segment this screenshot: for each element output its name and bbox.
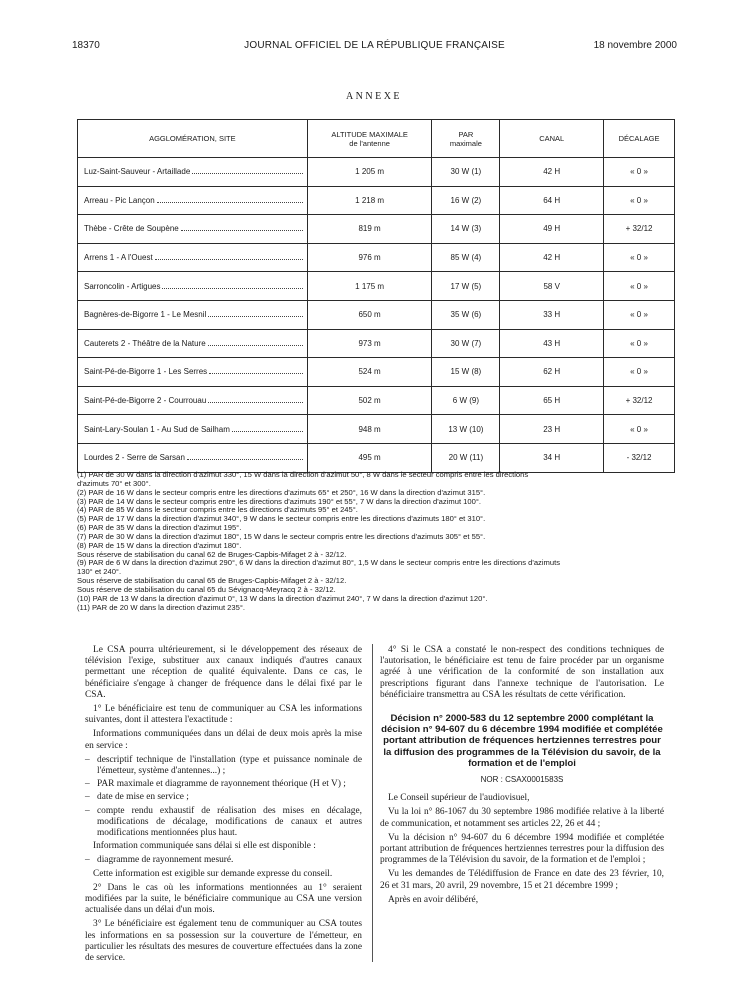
list-item-text: descriptif technique de l'installation (type et puissance nominale de l'émetteur, système d'antennes...) ;: [97, 754, 362, 777]
table-header-row: [78, 120, 675, 158]
footnote-line: (3) PAR de 14 W dans le secteur compris entre les directions d'azimuts 190° et 55°, 7 W dans la direction d'azimut 100°.: [77, 496, 481, 506]
column-header-decalage: DÉCALAGE: [604, 120, 675, 158]
cell-altitude: 495 m: [307, 443, 432, 472]
cell-altitude: 1 218 m: [307, 186, 432, 215]
list-item: [85, 855, 362, 866]
cell-altitude: 1 175 m: [307, 272, 432, 301]
cell-par: 17 W (5): [432, 272, 500, 301]
paragraph: Vu les demandes de Télédiffusion de France en date des 23 février, 10, 26 et 31 mars, 20 avril, 29 novembre, 15 et 21 décembre 1999 ;: [380, 869, 664, 891]
cell-par: 6 W (9): [432, 386, 500, 415]
cell-decalage: - 32/12: [604, 443, 675, 472]
dot-leader: [208, 344, 303, 346]
cell-canal: 64 H: [500, 186, 604, 215]
footnote-line: Sous réserve de stabilisation du canal 65 de Bruges-Capbis-Mifaget 2 à - 32/12.: [77, 576, 347, 586]
table-row: [78, 300, 675, 329]
list-item-text: PAR maximale et diagramme de rayonnement théorique (H et V) ;: [97, 779, 346, 790]
footnote-line: Sous réserve de stabilisation du canal 65 du Sévignacq-Meyracq 2 à - 32/12.: [77, 584, 336, 594]
dash-bullet: –: [85, 754, 90, 765]
page-header: [72, 40, 677, 54]
list-item: [85, 806, 362, 840]
decision-title: Décision n° 2000-583 du 12 septembre 2000 complétant la décision n° 94-607 du 6 décembre 1994 modifiée et complétée portant attribution de fréquences hertziennes terrestres pour la diffusion des programmes de la Télévision du savoir, de la formation et de l'emploi: [381, 713, 663, 769]
footnote-line: (9) PAR de 6 W dans la direction d'azimut 290°, 6 W dans la direction d'azimut 80°, 1,5 W dans le secteur compris entre les directions d'azimuts: [77, 558, 560, 568]
footnote-line: (2) PAR de 16 W dans le secteur compris entre les directions d'azimuts 65° et 250°, 16 W dans la direction d'azimut 315°.: [77, 487, 486, 497]
footnote-line: (8) PAR de 15 W dans la direction d'azimut 180°.: [77, 540, 242, 550]
footnote-line: (6) PAR de 35 W dans la direction d'azimut 195°.: [77, 523, 242, 533]
table-row: [78, 243, 675, 272]
site-name: Saint-Lary-Soulan 1 - Au Sud de Sailham: [84, 424, 230, 434]
cell-decalage: « 0 »: [604, 158, 675, 187]
altitude-header-line2: de l'antenne: [349, 138, 390, 148]
column-header-altitude: [307, 120, 432, 158]
dash-bullet: –: [85, 779, 90, 790]
cell-decalage: « 0 »: [604, 243, 675, 272]
left-text-column: [85, 645, 362, 967]
dash-bullet: –: [85, 805, 90, 816]
dot-leader: [208, 315, 302, 317]
cell-altitude: 819 m: [307, 215, 432, 244]
cell-canal: 58 V: [500, 272, 604, 301]
dash-bullet: –: [85, 855, 90, 866]
site-name: Cauterets 2 - Théâtre de la Nature: [84, 338, 206, 348]
cell-canal: 42 H: [500, 158, 604, 187]
cell-site: [78, 158, 308, 187]
cell-canal: 65 H: [500, 386, 604, 415]
cell-par: 30 W (1): [432, 158, 500, 187]
paragraph: Le CSA pourra ultérieurement, si le développement des réseaux de télévision l'exige, substituer aux canaux indiqués d'autres canaux permettant une réception de qualité équivalente. Dans ce cas, le bénéficiaire s'engage à changer de fréquence dans le délai fixé par le CSA.: [85, 645, 362, 700]
dot-leader: [192, 172, 302, 174]
cell-altitude: 524 m: [307, 358, 432, 387]
column-divider: [372, 644, 373, 962]
table-footnotes: [77, 471, 677, 613]
footnote-line: (5) PAR de 17 W dans la direction d'azimut 340°, 9 W dans le secteur compris entre les directions d'azimuts 180° et 310°.: [77, 514, 486, 524]
dot-leader: [155, 258, 303, 260]
paragraph: 1° Le bénéficiaire est tenu de communiquer au CSA les informations suivantes, dont il attestera l'exactitude :: [85, 704, 362, 726]
paragraph: Vu la loi n° 86-1067 du 30 septembre 1986 modifiée relative à la liberté de communication, et notamment ses articles 22, 26 et 44 ;: [380, 807, 664, 829]
cell-canal: 34 H: [500, 443, 604, 472]
cell-decalage: « 0 »: [604, 415, 675, 444]
cell-site: [78, 186, 308, 215]
par-header-line1: PAR: [458, 129, 474, 139]
publication-date: 18 novembre 2000: [593, 40, 677, 51]
list-item: [85, 779, 362, 790]
footnote-line: (10) PAR de 13 W dans la direction d'azimut 0°, 13 W dans la direction d'azimut 240°, 7 W dans la direction d'azimut 120°.: [77, 593, 488, 603]
cell-par: 30 W (7): [432, 329, 500, 358]
site-name: Saint-Pé-de-Bigorre 1 - Les Serres: [84, 367, 208, 377]
footnote-line: d'azimuts 70° et 300°.: [77, 478, 151, 488]
column-header-site: AGGLOMÉRATION, SITE: [78, 120, 308, 158]
cell-altitude: 1 205 m: [307, 158, 432, 187]
information-list: [85, 855, 362, 866]
cell-altitude: 973 m: [307, 329, 432, 358]
site-name: Luz-Saint-Sauveur - Artaillade: [84, 167, 191, 177]
paragraph: 3° Le bénéficiaire est également tenu de communiquer au CSA toutes les informations en sa possession sur la couverture de l'émetteur, en particulier les résultats des mesures de couverture effectuées dans la zone de service.: [85, 919, 362, 964]
paragraph: 2° Dans le cas où les informations mentionnées au 1° seraient modifiées par la suite, le bénéficiaire communique au CSA une version actualisée dans un délai d'un mois.: [85, 882, 362, 916]
table-row: [78, 215, 675, 244]
cell-decalage: « 0 »: [604, 329, 675, 358]
column-header-canal: CANAL: [500, 120, 604, 158]
table-row: [78, 415, 675, 444]
site-name: Saint-Pé-de-Bigorre 2 - Courrouau: [84, 396, 207, 406]
list-item: [85, 792, 362, 803]
dot-leader: [181, 229, 303, 231]
cell-site: [78, 243, 308, 272]
site-name: Thèbe - Crête de Soupène: [84, 224, 179, 234]
cell-site: [78, 215, 308, 244]
paragraph: Informations communiquées dans un délai de deux mois après la mise en service :: [85, 729, 362, 751]
cell-altitude: 650 m: [307, 300, 432, 329]
table-row: [78, 358, 675, 387]
site-name: Sarroncolin - Artigues: [84, 281, 161, 291]
list-item: [85, 755, 362, 777]
cell-par: 16 W (2): [432, 186, 500, 215]
footnote-line: Sous réserve de stabilisation du canal 62 de Bruges-Capbis-Mifaget 2 à - 32/12.: [77, 549, 347, 559]
table-row: [78, 158, 675, 187]
cell-canal: 33 H: [500, 300, 604, 329]
site-name: Arrens 1 - A l'Ouest: [84, 253, 153, 263]
list-item-text: compte rendu exhaustif de réalisation des mises en décalage, modifications de décalage, modifications de canaux et autres modifications mentionnées plus haut.: [97, 805, 362, 839]
site-name: Arreau - Pic Lançon: [84, 195, 155, 205]
cell-altitude: 502 m: [307, 386, 432, 415]
dot-leader: [157, 201, 303, 203]
footnote-line: (11) PAR de 20 W dans la direction d'azimut 235°.: [77, 602, 245, 612]
cell-site: [78, 272, 308, 301]
cell-decalage: « 0 »: [604, 272, 675, 301]
cell-canal: 43 H: [500, 329, 604, 358]
paragraph: 4° Si le CSA a constaté le non-respect des conditions techniques de l'autorisation, le bénéficiaire est tenu de faire procéder par un organisme agréé à une vérification de la conformité de son installation aux prescriptions figurant dans l'annexe technique de l'autorisation. Le bénéficiaire transmettra au CSA les résultats de cette vérification.: [380, 645, 664, 700]
dot-leader: [208, 401, 302, 403]
site-name: Bagnères-de-Bigorre 1 - Le Mesnil: [84, 310, 207, 320]
column-header-par: [432, 120, 500, 158]
table-row: [78, 386, 675, 415]
cell-canal: 42 H: [500, 243, 604, 272]
footnote-line: 130° et 240°.: [77, 567, 122, 577]
cell-par: 15 W (8): [432, 358, 500, 387]
cell-par: 13 W (10): [432, 415, 500, 444]
footnote-line: (4) PAR de 85 W dans le secteur compris entre les directions d'azimuts 95° et 245°.: [77, 505, 358, 515]
list-item-text: diagramme de rayonnement mesuré.: [97, 855, 234, 866]
cell-par: 35 W (6): [432, 300, 500, 329]
right-text-column: [380, 645, 664, 909]
paragraph: Après en avoir délibéré,: [388, 894, 479, 905]
footnote-line: (7) PAR de 30 W dans la direction d'azimut 180°, 15 W dans le secteur compris entre les directions d'azimuts 305° et 55°.: [77, 531, 486, 541]
page-number: 18370: [72, 40, 100, 51]
par-header-line2: maximale: [449, 138, 482, 148]
cell-altitude: 948 m: [307, 415, 432, 444]
cell-site: [78, 300, 308, 329]
cell-site: [78, 329, 308, 358]
dot-leader: [209, 372, 303, 374]
table-row: [78, 186, 675, 215]
table-row: [78, 272, 675, 301]
cell-site: [78, 358, 308, 387]
nor-reference: NOR : CSAX0001583S: [480, 775, 564, 785]
site-name: Lourdes 2 - Serre de Sarsan: [84, 453, 185, 463]
annexe-title: ANNEXE: [345, 91, 403, 102]
paragraph: Information communiquée sans délai si elle est disponible :: [93, 841, 316, 852]
dot-leader: [187, 458, 303, 460]
cell-site: [78, 386, 308, 415]
information-list: [85, 755, 362, 839]
cell-site: [78, 443, 308, 472]
cell-site: [78, 415, 308, 444]
cell-decalage: « 0 »: [604, 186, 675, 215]
dot-leader: [162, 287, 302, 289]
paragraph: Vu la décision n° 94-607 du 6 décembre 1994 modifiée et complétée portant attribution de fréquences hertziennes terrestres pour la diffusion des programmes de la Télévision du savoir, de la formation et de l'emploi ;: [380, 832, 664, 866]
cell-altitude: 976 m: [307, 243, 432, 272]
cell-par: 85 W (4): [432, 243, 500, 272]
dash-bullet: –: [85, 792, 90, 803]
cell-decalage: « 0 »: [604, 358, 675, 387]
cell-decalage: + 32/12: [604, 386, 675, 415]
cell-par: 14 W (3): [432, 215, 500, 244]
cell-canal: 49 H: [500, 215, 604, 244]
altitude-header-line1: ALTITUDE MAXIMALE: [331, 129, 408, 139]
cell-canal: 62 H: [500, 358, 604, 387]
cell-decalage: « 0 »: [604, 300, 675, 329]
cell-canal: 23 H: [500, 415, 604, 444]
list-item-text: date de mise en service ;: [97, 792, 189, 803]
frequency-table: [77, 119, 675, 473]
paragraph: Cette information est exigible sur demande expresse du conseil.: [93, 868, 333, 879]
table-row: [78, 443, 675, 472]
table-row: [78, 329, 675, 358]
footnote-line: (1) PAR de 30 W dans la direction d'azimut 330°, 15 W dans la direction d'azimut 50°, 8 W dans le secteur compris entre les directions: [77, 470, 529, 479]
journal-title: JOURNAL OFFICIEL DE LA RÉPUBLIQUE FRANÇAISE: [244, 40, 505, 51]
cell-decalage: + 32/12: [604, 215, 675, 244]
dot-leader: [232, 430, 303, 432]
paragraph: Le Conseil supérieur de l'audiovisuel,: [388, 793, 530, 804]
cell-par: 20 W (11): [432, 443, 500, 472]
